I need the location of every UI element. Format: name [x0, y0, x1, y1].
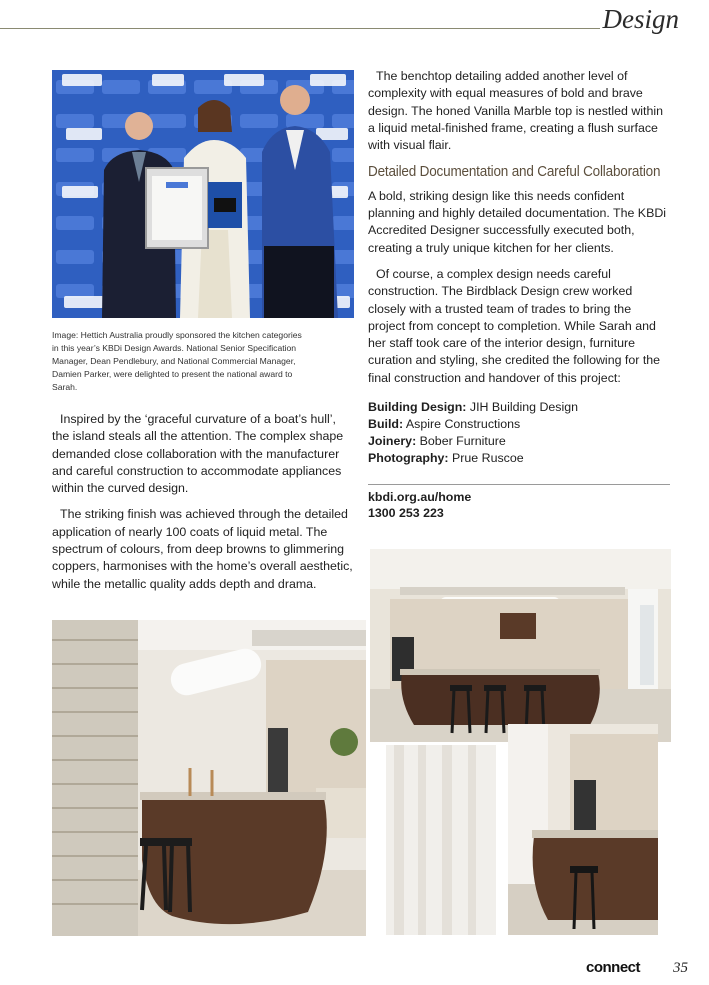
connect-logo: connect — [586, 959, 641, 976]
right-column — [368, 68, 670, 396]
divider — [368, 484, 670, 485]
credit-label: Build: — [368, 417, 404, 431]
kitchen-photo-wide — [370, 549, 671, 742]
kitchen-detail-image — [508, 724, 658, 935]
page-number: 35 — [673, 960, 688, 976]
credit-label: Building Design: — [368, 400, 467, 414]
contact-block — [368, 490, 471, 521]
credit-line — [368, 433, 668, 450]
curtain-photo — [386, 745, 496, 935]
credit-line — [368, 399, 668, 416]
body-paragraph: The benchtop detailing added another level of complexity with equal measures of bold and brave design. The honed Vanilla Marble top is nestled within a liquid metal-finished frame, creating a flush surface with visual flair. — [368, 69, 664, 153]
body-paragraph: Inspired by the ‘graceful curvature of a boat’s hull’, the island steals all the attention. The complex shape demanded close collaboration with the manufacturer and careful construction to accommodate appliances within the curved design. — [52, 412, 344, 496]
curtain-image — [386, 745, 496, 935]
subheading: Detailed Documentation and Careful Collaboration — [368, 163, 661, 181]
kitchen-wide-image — [370, 549, 671, 742]
credit-value: JIH Building Design — [469, 400, 579, 414]
credit-label: Joinery: — [368, 434, 417, 448]
credit-line — [368, 416, 668, 433]
kitchen-photo-detail — [508, 724, 658, 935]
header-rule — [0, 28, 600, 29]
award-photo-image — [52, 70, 354, 318]
credit-value: Prue Ruscoe — [452, 451, 524, 465]
award-photo — [52, 70, 354, 318]
body-paragraph: Of course, a complex design needs careful construction. The Birdblack Design crew worked closely with a trusted team of trades to bring the project from concept to completion. While Sarah and her staff took care of the interior design, furniture curation and styling, she credited the following for the final construction and handover of this project: — [368, 266, 661, 385]
credit-value: Bober Furniture — [419, 434, 506, 448]
phone-number: 1300 253 223 — [368, 505, 444, 520]
section-title: Design — [602, 4, 679, 34]
kitchen-photo-island — [52, 620, 366, 936]
project-credits — [368, 399, 668, 467]
website-link[interactable]: kbdi.org.au/home — [368, 490, 472, 504]
left-column — [52, 411, 354, 602]
body-paragraph: The striking finish was achieved through the detailed application of nearly 100 coats of liquid metal. The spectrum of colours, from deep browns to glimmering coppers, harmonises with the home’s overall aesthetic, while the metallic quality adds depth and drama. — [52, 507, 353, 591]
body-paragraph: A bold, striking design like this needs confident planning and highly detailed documentation. The KBDi Accredited Designer successfully executed both, creating a truly unique kitchen for her clients. — [368, 188, 667, 255]
photo-caption: Image: Hettich Australia proudly sponsored the kitchen categories in this year’s KBDi Design Awards. National Senior Specification Manager, Dean Pendlebury, and National Commercial Manager, Damien Parker, were delighted to present the national award to Sarah. — [52, 330, 302, 392]
kitchen-island-image — [52, 620, 366, 936]
credit-label: Photography: — [368, 451, 449, 465]
credit-line — [368, 450, 668, 467]
credit-value: Aspire Constructions — [405, 417, 521, 431]
